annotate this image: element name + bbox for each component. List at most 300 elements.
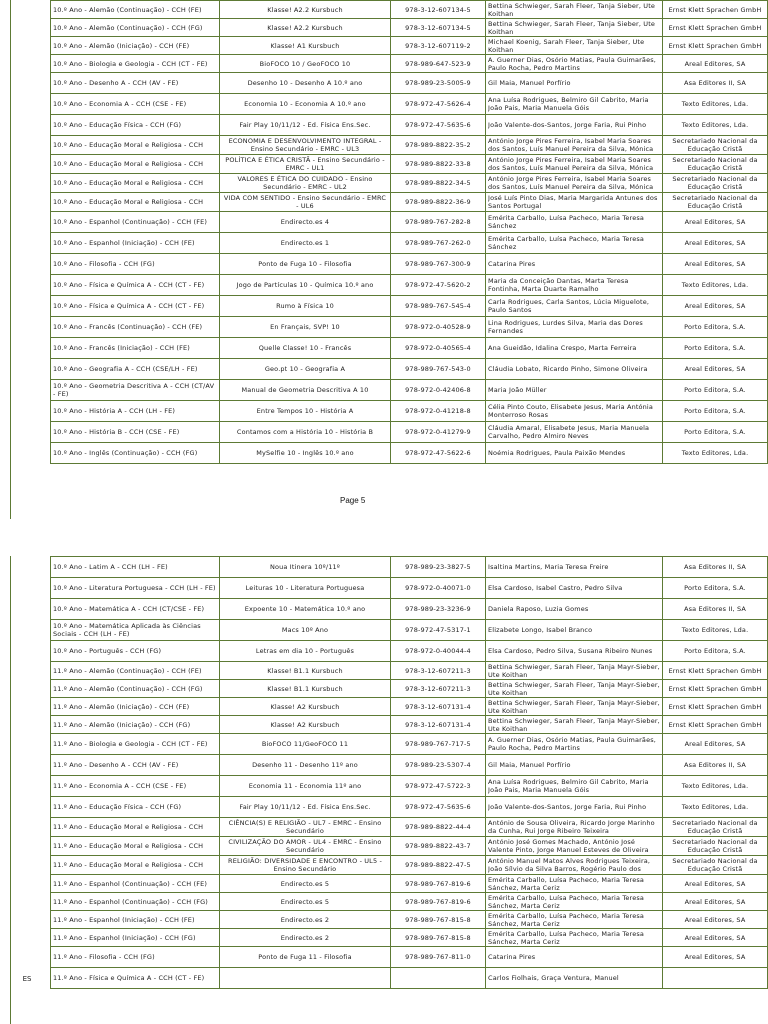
authors-cell bbox=[486, 73, 663, 94]
isbn-cell-text: 978-972-47-5635-6 bbox=[405, 803, 471, 811]
isbn-cell bbox=[391, 875, 486, 893]
publisher-cell-text: Texto Editores, Lda. bbox=[681, 803, 749, 811]
isbn-cell bbox=[391, 837, 486, 856]
isbn-cell-text: 978-972-0-40044-4 bbox=[405, 647, 471, 655]
authors-cell bbox=[486, 837, 663, 856]
authors-cell bbox=[486, 19, 663, 37]
isbn-cell bbox=[391, 275, 486, 296]
authors-cell bbox=[486, 55, 663, 73]
subject-cell-text: 10.º Ano - Geografia A - CCH (CSE/LH - FE) bbox=[53, 365, 198, 373]
table-row bbox=[11, 193, 768, 212]
textbook-table bbox=[10, 556, 768, 989]
authors-cell-text: A. Guerner Dias, Osório Matias, Paula Guimarães, Paulo Rocha, Pedro Martins bbox=[488, 55, 656, 72]
publisher-cell bbox=[663, 776, 768, 797]
authors-cell-text: Emérita Carballo, Luísa Pacheco, Maria Teresa Sánchez, Marta Ceriz bbox=[488, 911, 645, 928]
table-row bbox=[11, 296, 768, 317]
subject-cell-text: 11.º Ano - Educação Moral e Religiosa - CCH bbox=[53, 823, 204, 831]
isbn-cell-text: 978-972-0-41218-8 bbox=[405, 407, 471, 415]
title-cell-text: Ponto de Fuga 10 - Filosofia bbox=[258, 260, 352, 268]
table-row bbox=[11, 837, 768, 856]
subject-cell bbox=[51, 641, 220, 662]
title-cell bbox=[220, 797, 391, 818]
isbn-cell bbox=[391, 797, 486, 818]
authors-cell bbox=[486, 380, 663, 401]
subject-cell bbox=[51, 776, 220, 797]
row-group-cell bbox=[11, 233, 51, 254]
subject-cell-text: 10.º Ano - Economia A - CCH (CSE - FE) bbox=[53, 100, 187, 108]
title-cell bbox=[220, 193, 391, 212]
publisher-cell-text: Secretariado Nacional da Educação Cristã bbox=[672, 137, 758, 153]
title-cell bbox=[220, 275, 391, 296]
isbn-cell bbox=[391, 401, 486, 422]
subject-cell bbox=[51, 296, 220, 317]
authors-cell-text: Ana Gueidão, Idalina Crespo, Marta Ferreira bbox=[488, 344, 637, 352]
isbn-cell bbox=[391, 1, 486, 19]
publisher-cell bbox=[663, 557, 768, 578]
table-row bbox=[11, 947, 768, 968]
title-cell-text: Fair Play 10/11/12 - Ed. Física Ens.Sec. bbox=[239, 803, 371, 811]
row-group-cell bbox=[11, 662, 51, 680]
isbn-cell bbox=[391, 856, 486, 875]
subject-cell-text: 10.º Ano - Português - CCH (FG) bbox=[53, 647, 162, 655]
publisher-cell-text: Areal Editores, SA bbox=[684, 897, 746, 906]
title-cell bbox=[220, 818, 391, 837]
title-cell bbox=[220, 422, 391, 443]
authors-cell-text: Catarina Pires bbox=[488, 260, 536, 268]
isbn-cell-text: 978-989-8822-34-5 bbox=[405, 179, 471, 187]
table-row bbox=[11, 911, 768, 929]
title-cell-text: RELIGIÃO: DIVERSIDADE E ENCONTRO - UL5 - Ensino Secundário bbox=[228, 857, 382, 873]
table-row bbox=[11, 776, 768, 797]
authors-cell-text: Lina Rodrigues, Lurdes Silva, Maria das Dores Fernandes bbox=[488, 319, 643, 335]
subject-cell bbox=[51, 947, 220, 968]
publisher-cell-text: Texto Editores, Lda. bbox=[681, 626, 749, 634]
row-group-cell bbox=[11, 193, 51, 212]
publisher-cell-text: Asa Editores II, SA bbox=[684, 79, 746, 87]
title-cell-text: CIÊNCIA(S) E RELIGIÃO - UL7 - EMRC - Ensino Secundário bbox=[228, 819, 382, 835]
title-cell-text: Klasse! A2 Kursbuch bbox=[270, 702, 340, 711]
subject-cell-text: 10.º Ano - Francês (Continuação) - CCH (FE) bbox=[53, 323, 203, 331]
publisher-cell-text: Ernst Klett Sprachen GmbH bbox=[668, 23, 762, 32]
title-cell-text: Leituras 10 - Literatura Portuguesa bbox=[245, 584, 365, 592]
isbn-cell-text: 978-972-47-5722-3 bbox=[405, 782, 471, 790]
title-cell-text: Klasse! B1.1 Kursbuch bbox=[267, 666, 343, 675]
authors-cell bbox=[486, 947, 663, 968]
row-group-cell bbox=[11, 115, 51, 136]
row-group-cell bbox=[11, 875, 51, 893]
isbn-cell bbox=[391, 911, 486, 929]
title-cell-text: Desenho 10 - Desenho A 10.º ano bbox=[247, 79, 363, 87]
authors-cell-text: Gil Maia, Manuel Porfírio bbox=[488, 79, 571, 87]
row-group-cell bbox=[11, 1, 51, 19]
publisher-cell-text: Porto Editora, S.A. bbox=[684, 323, 746, 331]
publisher-cell bbox=[663, 233, 768, 254]
row-group-cell bbox=[11, 94, 51, 115]
title-cell bbox=[220, 875, 391, 893]
publisher-cell bbox=[663, 968, 768, 989]
authors-cell-text: Emérita Carballo, Luísa Pacheco, Maria Teresa Sánchez bbox=[488, 235, 645, 251]
row-group-cell bbox=[11, 19, 51, 37]
publisher-cell bbox=[663, 115, 768, 136]
publisher-cell bbox=[663, 911, 768, 929]
isbn-cell bbox=[391, 893, 486, 911]
subject-cell-text: 10.º Ano - Biologia e Geologia - CCH (CT - FE) bbox=[53, 59, 208, 68]
publisher-cell-text: Ernst Klett Sprachen GmbH bbox=[668, 684, 762, 693]
title-cell bbox=[220, 401, 391, 422]
subject-cell-text: 10.º Ano - Educação Moral e Religiosa - CCH bbox=[53, 160, 204, 168]
table-row bbox=[11, 968, 768, 989]
authors-cell bbox=[486, 856, 663, 875]
title-cell-text: Klasse! B1.1 Kursbuch bbox=[267, 684, 343, 693]
title-cell bbox=[220, 776, 391, 797]
publisher-cell-text: Ernst Klett Sprachen GmbH bbox=[668, 5, 762, 14]
publisher-cell-text: Areal Editores, SA bbox=[684, 365, 746, 373]
authors-cell-text: Catarina Pires bbox=[488, 953, 536, 961]
isbn-cell bbox=[391, 968, 486, 989]
isbn-cell-text: 978-989-8822-44-4 bbox=[405, 823, 471, 831]
publisher-cell-text: Texto Editores, Lda. bbox=[681, 100, 749, 108]
table-row bbox=[11, 875, 768, 893]
publisher-cell bbox=[663, 73, 768, 94]
publisher-cell bbox=[663, 797, 768, 818]
row-group-cell bbox=[11, 837, 51, 856]
authors-cell-text: Michael Koenig, Sarah Fleer, Tanja Sieber, Ute Koithan bbox=[488, 37, 645, 54]
authors-cell bbox=[486, 193, 663, 212]
subject-cell bbox=[51, 557, 220, 578]
subject-cell-text: 10.º Ano - Inglês (Continuação) - CCH (FG) bbox=[53, 449, 198, 457]
publisher-cell-text: Areal Editores, SA bbox=[684, 953, 746, 961]
row-group-cell bbox=[11, 680, 51, 698]
row-group-cell bbox=[11, 856, 51, 875]
isbn-cell-text: 978-989-8822-36-9 bbox=[405, 198, 471, 206]
authors-cell-text: Bettina Schwieger, Sarah Fleer, Tanja Mayr-Sieber, Ute Koithan bbox=[488, 680, 660, 697]
textbook-table bbox=[10, 0, 768, 464]
row-group-cell bbox=[11, 776, 51, 797]
title-cell bbox=[220, 338, 391, 359]
authors-cell bbox=[486, 818, 663, 837]
authors-cell bbox=[486, 929, 663, 947]
title-cell-text: Klasse! A2.2 Kursbuch bbox=[267, 23, 343, 32]
title-cell bbox=[220, 136, 391, 155]
authors-cell-text: A. Guerner Dias, Osório Matias, Paula Guimarães, Paulo Rocha, Pedro Martins bbox=[488, 736, 656, 752]
subject-cell-text: 11.º Ano - Desenho A - CCH (AV - FE) bbox=[53, 761, 179, 769]
subject-cell bbox=[51, 755, 220, 776]
publisher-cell bbox=[663, 641, 768, 662]
row-group-cell bbox=[11, 641, 51, 662]
title-cell-text: Endirecto.es 5 bbox=[280, 897, 330, 906]
subject-cell bbox=[51, 734, 220, 755]
publisher-cell-text: Areal Editores, SA bbox=[684, 218, 746, 226]
table-row bbox=[11, 893, 768, 911]
table-row bbox=[11, 73, 768, 94]
title-cell bbox=[220, 837, 391, 856]
table-row bbox=[11, 856, 768, 875]
authors-cell-text: Elizabete Longo, Isabel Branco bbox=[488, 626, 593, 634]
isbn-cell bbox=[391, 734, 486, 755]
table-row bbox=[11, 620, 768, 641]
row-group-cell bbox=[11, 254, 51, 275]
authors-cell bbox=[486, 716, 663, 734]
title-cell-text: Endirecto.es 2 bbox=[280, 915, 330, 924]
isbn-cell bbox=[391, 716, 486, 734]
authors-cell bbox=[486, 37, 663, 55]
row-group-cell bbox=[11, 275, 51, 296]
subject-cell-text: 11.º Ano - Filosofia - CCH (FG) bbox=[53, 953, 155, 961]
subject-cell bbox=[51, 94, 220, 115]
table-row bbox=[11, 174, 768, 193]
title-cell bbox=[220, 233, 391, 254]
subject-cell bbox=[51, 401, 220, 422]
publisher-cell-text: Areal Editores, SA bbox=[684, 740, 746, 748]
isbn-cell bbox=[391, 929, 486, 947]
authors-cell bbox=[486, 115, 663, 136]
isbn-cell-text: 978-989-8822-35-2 bbox=[405, 141, 471, 149]
publisher-cell-text: Areal Editores, SA bbox=[684, 933, 746, 942]
title-cell-text: Manual de Geometria Descritiva A 10 bbox=[241, 386, 369, 394]
publisher-cell-text: Asa Editores II, SA bbox=[684, 605, 746, 613]
title-cell bbox=[220, 557, 391, 578]
row-group-cell bbox=[11, 698, 51, 716]
school-code-label: ES bbox=[22, 975, 32, 983]
title-cell bbox=[220, 856, 391, 875]
isbn-cell bbox=[391, 115, 486, 136]
table-row bbox=[11, 422, 768, 443]
authors-cell bbox=[486, 620, 663, 641]
publisher-cell bbox=[663, 193, 768, 212]
title-cell-text: Desenho 11 - Desenho 11º ano bbox=[252, 761, 358, 769]
isbn-cell bbox=[391, 776, 486, 797]
isbn-cell-text: 978-989-23-3827-5 bbox=[405, 563, 471, 571]
table-row bbox=[11, 680, 768, 698]
title-cell-text: Klasse! A2.2 Kursbuch bbox=[267, 5, 343, 14]
authors-cell bbox=[486, 254, 663, 275]
row-group-cell bbox=[11, 136, 51, 155]
publisher-cell-text: Ernst Klett Sprachen GmbH bbox=[668, 41, 762, 50]
isbn-cell bbox=[391, 317, 486, 338]
title-cell bbox=[220, 254, 391, 275]
title-cell bbox=[220, 734, 391, 755]
subject-cell bbox=[51, 968, 220, 989]
table-row bbox=[11, 338, 768, 359]
subject-cell bbox=[51, 837, 220, 856]
title-cell bbox=[220, 296, 391, 317]
isbn-cell-text: 978-3-12-607131-4 bbox=[405, 702, 471, 711]
title-cell-text: Economia 11 - Economia 11º ano bbox=[248, 782, 362, 790]
subject-cell bbox=[51, 856, 220, 875]
title-cell bbox=[220, 155, 391, 174]
isbn-cell bbox=[391, 296, 486, 317]
publisher-cell bbox=[663, 947, 768, 968]
publisher-cell bbox=[663, 662, 768, 680]
subject-cell-text: 10.º Ano - Alemão (Continuação) - CCH (FG) bbox=[53, 23, 203, 32]
subject-cell bbox=[51, 174, 220, 193]
publisher-cell-text: Porto Editora, S.A. bbox=[684, 386, 746, 394]
table-row bbox=[11, 797, 768, 818]
title-cell-text: Geo.pt 10 - Geografia A bbox=[264, 365, 346, 373]
subject-cell bbox=[51, 662, 220, 680]
authors-cell bbox=[486, 755, 663, 776]
publisher-cell bbox=[663, 296, 768, 317]
isbn-cell bbox=[391, 620, 486, 641]
authors-cell bbox=[486, 174, 663, 193]
title-cell-text: POLÍTICA E ÉTICA CRISTÃ - Ensino Secundário - EMRC - UL1 bbox=[225, 156, 385, 172]
subject-cell-text: 11.º Ano - Economia A - CCH (CSE - FE) bbox=[53, 782, 187, 790]
table-row bbox=[11, 929, 768, 947]
authors-cell-text: Maria João Müller bbox=[488, 386, 547, 394]
subject-cell bbox=[51, 275, 220, 296]
table-row bbox=[11, 734, 768, 755]
isbn-cell-text: 978-989-767-811-0 bbox=[405, 953, 471, 961]
authors-cell-text: Ana Luísa Rodrigues, Belmiro Gil Cabrito, Maria João Pais, Maria Manuela Góis bbox=[488, 778, 649, 794]
publisher-cell bbox=[663, 599, 768, 620]
row-group-cell bbox=[11, 734, 51, 755]
publisher-cell-text: Texto Editores, Lda. bbox=[681, 281, 749, 289]
isbn-cell-text: 978-972-0-40565-4 bbox=[405, 344, 471, 352]
authors-cell-text: Emérita Carballo, Luísa Pacheco, Maria Teresa Sánchez bbox=[488, 214, 645, 230]
publisher-cell bbox=[663, 212, 768, 233]
table-row bbox=[11, 698, 768, 716]
isbn-cell bbox=[391, 55, 486, 73]
subject-cell bbox=[51, 193, 220, 212]
isbn-cell-text: 978-972-0-40071-0 bbox=[405, 584, 471, 592]
table-row bbox=[11, 275, 768, 296]
isbn-cell-text: 978-989-23-3236-9 bbox=[405, 605, 471, 613]
isbn-cell-text: 978-972-0-42406-8 bbox=[405, 386, 471, 394]
publisher-cell bbox=[663, 755, 768, 776]
title-cell-text: Fair Play 10/11/12 - Ed. Física Ens.Sec. bbox=[239, 121, 371, 129]
subject-cell-text: 10.º Ano - Filosofia - CCH (FG) bbox=[53, 260, 155, 268]
authors-cell bbox=[486, 734, 663, 755]
isbn-cell-text: 978-3-12-607119-2 bbox=[405, 41, 471, 50]
authors-cell bbox=[486, 275, 663, 296]
subject-cell-text: 11.º Ano - Biologia e Geologia - CCH (CT - FE) bbox=[53, 740, 208, 748]
isbn-cell bbox=[391, 680, 486, 698]
isbn-cell bbox=[391, 599, 486, 620]
publisher-cell-text: Porto Editora, S.A. bbox=[684, 344, 746, 352]
title-cell bbox=[220, 716, 391, 734]
isbn-cell bbox=[391, 698, 486, 716]
row-group-cell bbox=[11, 716, 51, 734]
publisher-cell bbox=[663, 338, 768, 359]
authors-cell-text: Bettina Schwieger, Sarah Fleer, Tanja Mayr-Sieber, Ute Koithan bbox=[488, 698, 660, 715]
title-cell bbox=[220, 359, 391, 380]
publisher-cell-text: Porto Editora, S.A. bbox=[684, 428, 746, 436]
publisher-cell-text: Porto Editora, S.A. bbox=[684, 584, 746, 592]
row-group-cell bbox=[11, 557, 51, 578]
title-cell bbox=[220, 174, 391, 193]
title-cell bbox=[220, 680, 391, 698]
subject-cell bbox=[51, 698, 220, 716]
row-group-cell bbox=[11, 338, 51, 359]
publisher-cell-text: Porto Editora, S.A. bbox=[684, 407, 746, 415]
row-group-cell bbox=[11, 359, 51, 380]
authors-cell bbox=[486, 911, 663, 929]
publisher-cell bbox=[663, 422, 768, 443]
isbn-cell bbox=[391, 338, 486, 359]
subject-cell bbox=[51, 716, 220, 734]
subject-cell bbox=[51, 19, 220, 37]
authors-cell-text: Daniela Raposo, Luzia Gomes bbox=[488, 605, 589, 613]
isbn-cell bbox=[391, 641, 486, 662]
table-row bbox=[11, 37, 768, 55]
title-cell-text: Letras em dia 10 - Português bbox=[255, 647, 355, 655]
table-row bbox=[11, 578, 768, 599]
subject-cell-text: 11.º Ano - Alemão (Iniciação) - CCH (FG) bbox=[53, 720, 191, 729]
isbn-cell-text: 978-989-767-282-8 bbox=[405, 218, 471, 226]
authors-cell bbox=[486, 599, 663, 620]
row-group-cell bbox=[11, 422, 51, 443]
title-cell bbox=[220, 947, 391, 968]
subject-cell-text: 10.º Ano - Espanhol (Iniciação) - CCH (FE) bbox=[53, 239, 195, 247]
page-number-label: Page 5 bbox=[340, 496, 366, 505]
authors-cell-text: João Valente-dos-Santos, Jorge Faria, Rui Pinho bbox=[488, 803, 647, 811]
subject-cell bbox=[51, 578, 220, 599]
subject-cell-text: 10.º Ano - Física e Química A - CCH (CT - FE) bbox=[53, 281, 205, 289]
publisher-cell bbox=[663, 620, 768, 641]
authors-cell-text: António de Sousa Oliveira, Ricardo Jorge Marinho da Cunha, Rui Jorge Ribeiro Teixeira bbox=[488, 819, 655, 835]
publisher-cell bbox=[663, 578, 768, 599]
title-cell-text: Economia 10 - Economia A 10.º ano bbox=[244, 100, 366, 108]
isbn-cell bbox=[391, 422, 486, 443]
subject-cell bbox=[51, 55, 220, 73]
authors-cell bbox=[486, 212, 663, 233]
authors-cell-text: Elsa Cardoso, Pedro Silva, Susana Ribeiro Nunes bbox=[488, 647, 653, 655]
authors-cell bbox=[486, 1, 663, 19]
publisher-cell-text: Areal Editores, SA bbox=[684, 260, 746, 268]
isbn-cell bbox=[391, 174, 486, 193]
authors-cell-text: Noémia Rodrigues, Paula Paixão Mendes bbox=[488, 449, 626, 457]
authors-cell bbox=[486, 359, 663, 380]
row-group-cell bbox=[11, 174, 51, 193]
subject-cell bbox=[51, 422, 220, 443]
isbn-cell-text: 978-989-767-543-0 bbox=[405, 365, 471, 373]
publisher-cell bbox=[663, 275, 768, 296]
publisher-cell bbox=[663, 716, 768, 734]
row-group-cell bbox=[11, 317, 51, 338]
subject-cell-text: 10.º Ano - Física e Química A - CCH (CT - FE) bbox=[53, 302, 205, 310]
title-cell bbox=[220, 115, 391, 136]
subject-cell bbox=[51, 254, 220, 275]
title-cell bbox=[220, 380, 391, 401]
authors-cell-text: Carla Rodrigues, Carla Santos, Lúcia Miguelote, Paulo Santos bbox=[488, 298, 650, 314]
subject-cell bbox=[51, 443, 220, 464]
isbn-cell-text: 978-3-12-607211-3 bbox=[405, 666, 471, 675]
title-cell bbox=[220, 73, 391, 94]
table-row bbox=[11, 115, 768, 136]
subject-cell bbox=[51, 797, 220, 818]
authors-cell-text: António Jorge Pires Ferreira, Isabel Maria Soares dos Santos, Luís Manuel Pereira da Silva, Mónica bbox=[488, 174, 654, 191]
table-row bbox=[11, 1, 768, 19]
title-cell-text: VALORES E ÉTICA DO CUIDADO - Ensino Secundário - EMRC - UL2 bbox=[237, 175, 373, 191]
subject-cell-text: 11.º Ano - Espanhol (Iniciação) - CCH (FE) bbox=[53, 915, 195, 924]
isbn-cell-text: 978-3-12-607134-5 bbox=[405, 5, 471, 14]
publisher-cell bbox=[663, 698, 768, 716]
row-group-cell bbox=[11, 947, 51, 968]
subject-cell bbox=[51, 911, 220, 929]
row-group-cell bbox=[11, 401, 51, 422]
isbn-cell-text: 978-989-23-5307-4 bbox=[405, 761, 471, 769]
authors-cell bbox=[486, 557, 663, 578]
authors-cell-text: Bettina Schwieger, Sarah Fleer, Tanja Sieber, Ute Koithan bbox=[488, 1, 656, 18]
authors-cell-text: Bettina Schwieger, Sarah Fleer, Tanja Sieber, Ute Koithan bbox=[488, 19, 656, 36]
isbn-cell-text: 978-989-23-5005-9 bbox=[405, 79, 471, 87]
authors-cell-text: Maria da Conceição Dantas, Marta Teresa Fontinha, Marta Duarte Ramalho bbox=[488, 277, 629, 293]
authors-cell-text: João Valente-dos-Santos, Jorge Faria, Rui Pinho bbox=[488, 121, 647, 129]
row-group-cell bbox=[11, 911, 51, 929]
subject-cell-text: 10.º Ano - Matemática A - CCH (CT/CSE - FE) bbox=[53, 605, 205, 613]
subject-cell-text: 10.º Ano - Matemática Aplicada às Ciências Sociais - CCH (LH - FE) bbox=[53, 622, 201, 638]
authors-cell-text: António Jorge Pires Ferreira, Isabel Maria Soares dos Santos, Luís Manuel Pereira da Silva, Mónica bbox=[488, 136, 654, 153]
